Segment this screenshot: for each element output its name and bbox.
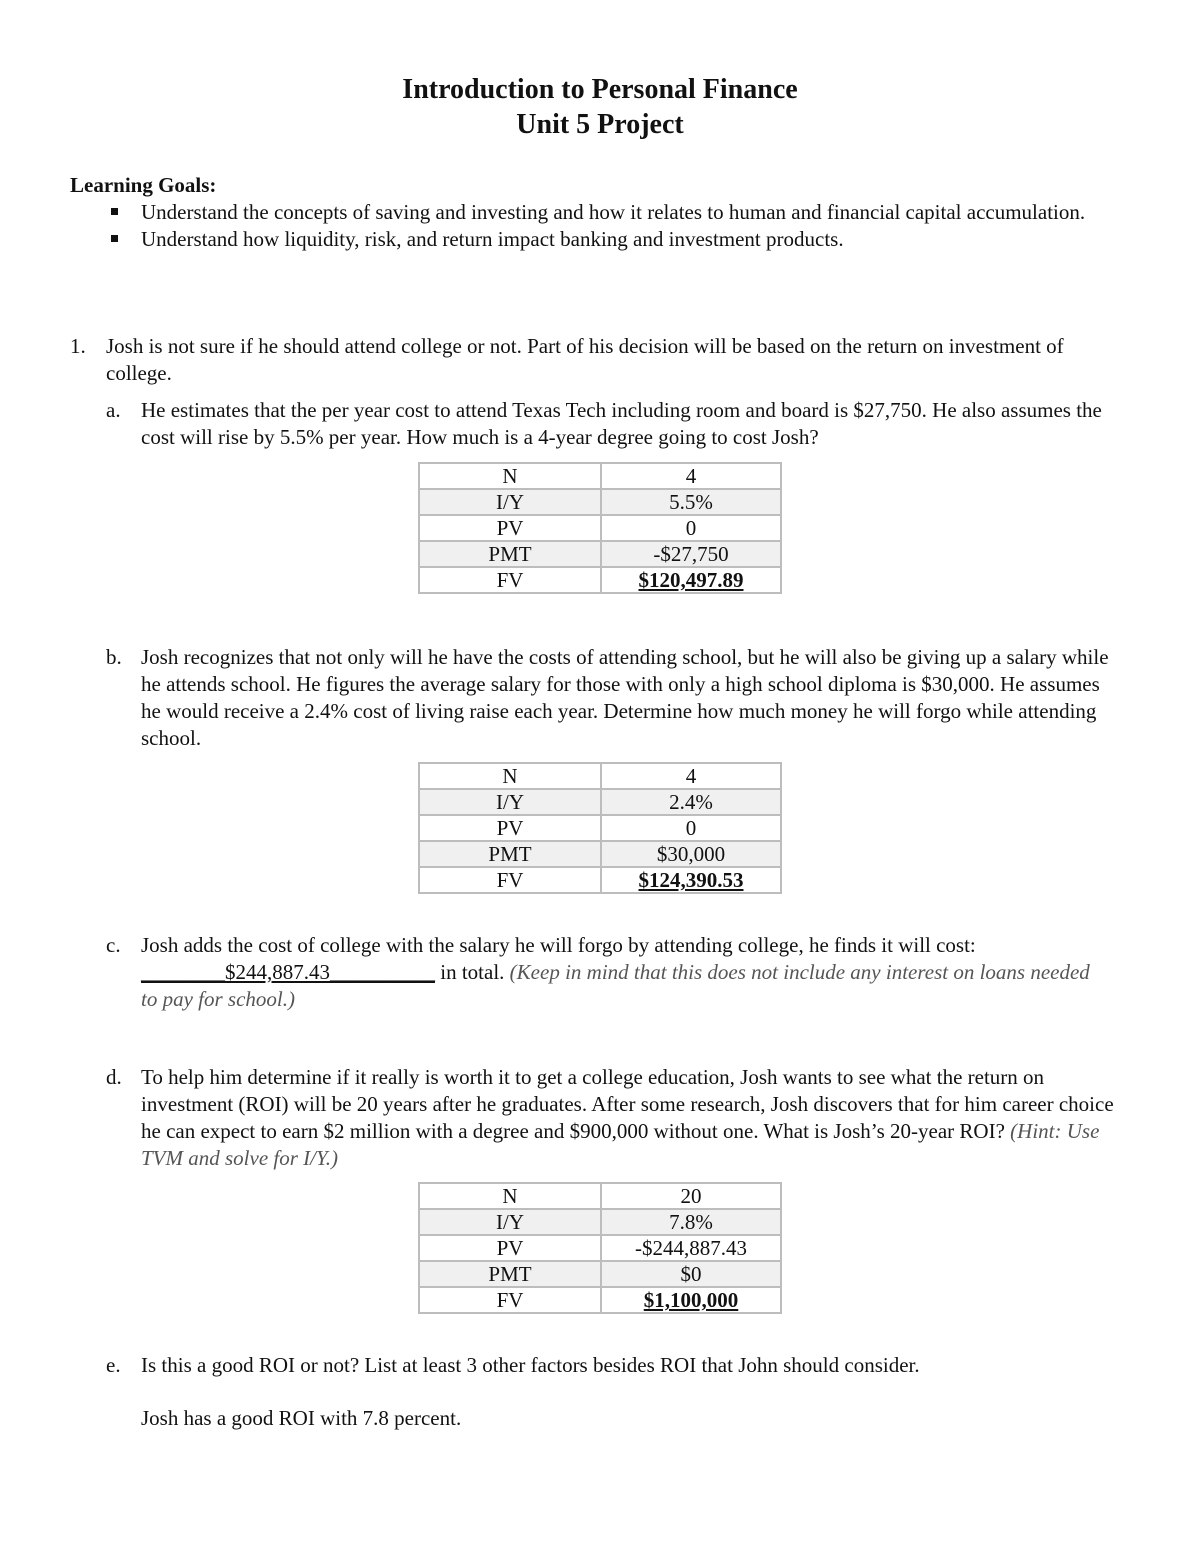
part-c-hint: (Keep in mind that this does not include any interest on loans needed to pay for school.): [141, 960, 1090, 1011]
tvm-label: PMT: [419, 1261, 601, 1287]
part-c-letter: c.: [106, 933, 121, 957]
tvm-value: 0: [601, 815, 781, 841]
tvm-label: FV: [419, 567, 601, 593]
tvm-label: PMT: [419, 841, 601, 867]
tvm-value: 5.5%: [601, 489, 781, 515]
part-b-letter: b.: [106, 645, 122, 669]
tvm-table-part-a: [418, 462, 782, 594]
answer-blank: ________$244,887.43__________: [141, 960, 435, 984]
learning-goal-item: Understand the concepts of saving and investing and how it relates to human and financial capital accumulation.: [70, 199, 1130, 226]
tvm-value: 0: [601, 515, 781, 541]
learning-goals-heading: Learning Goals:: [70, 173, 217, 197]
tvm-answer-value: $1,100,000: [601, 1287, 781, 1313]
tvm-value: -$27,750: [601, 541, 781, 567]
tvm-label: N: [419, 763, 601, 789]
tvm-label: N: [419, 463, 601, 489]
part-b-text: Josh recognizes that not only will he have the costs of attending school, but he will also be giving up a salary while he attends school. He figures the average salary for those with only a high school diploma is $30,000. He assumes he would receive a 2.4% cost of living raise each year. Determine how much money he will forgo while attending school.: [141, 645, 1109, 750]
tvm-value: $30,000: [601, 841, 781, 867]
tvm-value: 7.8%: [601, 1209, 781, 1235]
tvm-value: 4: [601, 763, 781, 789]
tvm-answer-value: $124,390.53: [601, 867, 781, 893]
tvm-label: FV: [419, 1287, 601, 1313]
question-number: 1.: [70, 334, 86, 358]
tvm-label: PV: [419, 815, 601, 841]
part-e-letter: e.: [106, 1353, 121, 1377]
part-d-question: To help him determine if it really is worth it to get a college education, Josh wants to see what the return on investment (ROI) will be 20 years after he graduates. After some research, Josh discovers that for him career choice he can expect to earn $2 million with a degree and $900,000 without one. What is Josh’s 20-year ROI?: [141, 1065, 1114, 1143]
tvm-value: 4: [601, 463, 781, 489]
tvm-value: $0: [601, 1261, 781, 1287]
part-d-hint: (Hint: Use TVM and solve for I/Y.): [141, 1119, 1100, 1170]
part-c-question: Josh adds the cost of college with the salary he will forgo by attending college, he finds it will cost:: [141, 933, 976, 957]
tvm-label: I/Y: [419, 789, 601, 815]
tvm-label: I/Y: [419, 1209, 601, 1235]
tvm-label: FV: [419, 867, 601, 893]
part-a-text: He estimates that the per year cost to attend Texas Tech including room and board is $27,750. He also assumes the cost will rise by 5.5% per year. How much is a 4-year degree going to cost Josh?: [141, 398, 1102, 449]
part-d-letter: d.: [106, 1065, 122, 1089]
part-c-answer: $244,887.43: [225, 960, 330, 984]
part-e-answer: Josh has a good ROI with 7.8 percent.: [141, 1406, 462, 1430]
part-c-text: [141, 932, 1101, 1013]
tvm-table-part-b: [418, 762, 782, 894]
tvm-label: PV: [419, 515, 601, 541]
part-c-after-text: in total.: [435, 960, 510, 984]
bullet-square-icon: [111, 235, 118, 242]
tvm-value: 2.4%: [601, 789, 781, 815]
tvm-answer-value: $120,497.89: [601, 567, 781, 593]
tvm-table-part-d: [418, 1182, 782, 1314]
learning-goal-item: Understand how liquidity, risk, and return impact banking and investment products.: [70, 226, 1130, 253]
tvm-value: -$244,887.43: [601, 1235, 781, 1261]
tvm-label: PV: [419, 1235, 601, 1261]
part-d-text: [141, 1064, 1126, 1172]
learning-goals-list: [70, 199, 1130, 253]
document-subtitle: Unit 5 Project: [516, 109, 684, 140]
tvm-value: 20: [601, 1183, 781, 1209]
tvm-label: N: [419, 1183, 601, 1209]
bullet-square-icon: [111, 208, 118, 215]
tvm-label: PMT: [419, 541, 601, 567]
tvm-label: I/Y: [419, 489, 601, 515]
part-e-text: Is this a good ROI or not? List at least 3 other factors besides ROI that John should consider.: [141, 1353, 920, 1377]
document-title: Introduction to Personal Finance: [402, 74, 798, 105]
question-text: Josh is not sure if he should attend college or not. Part of his decision will be based on the return on investment of college.: [106, 334, 1064, 385]
part-a-letter: a.: [106, 398, 121, 422]
